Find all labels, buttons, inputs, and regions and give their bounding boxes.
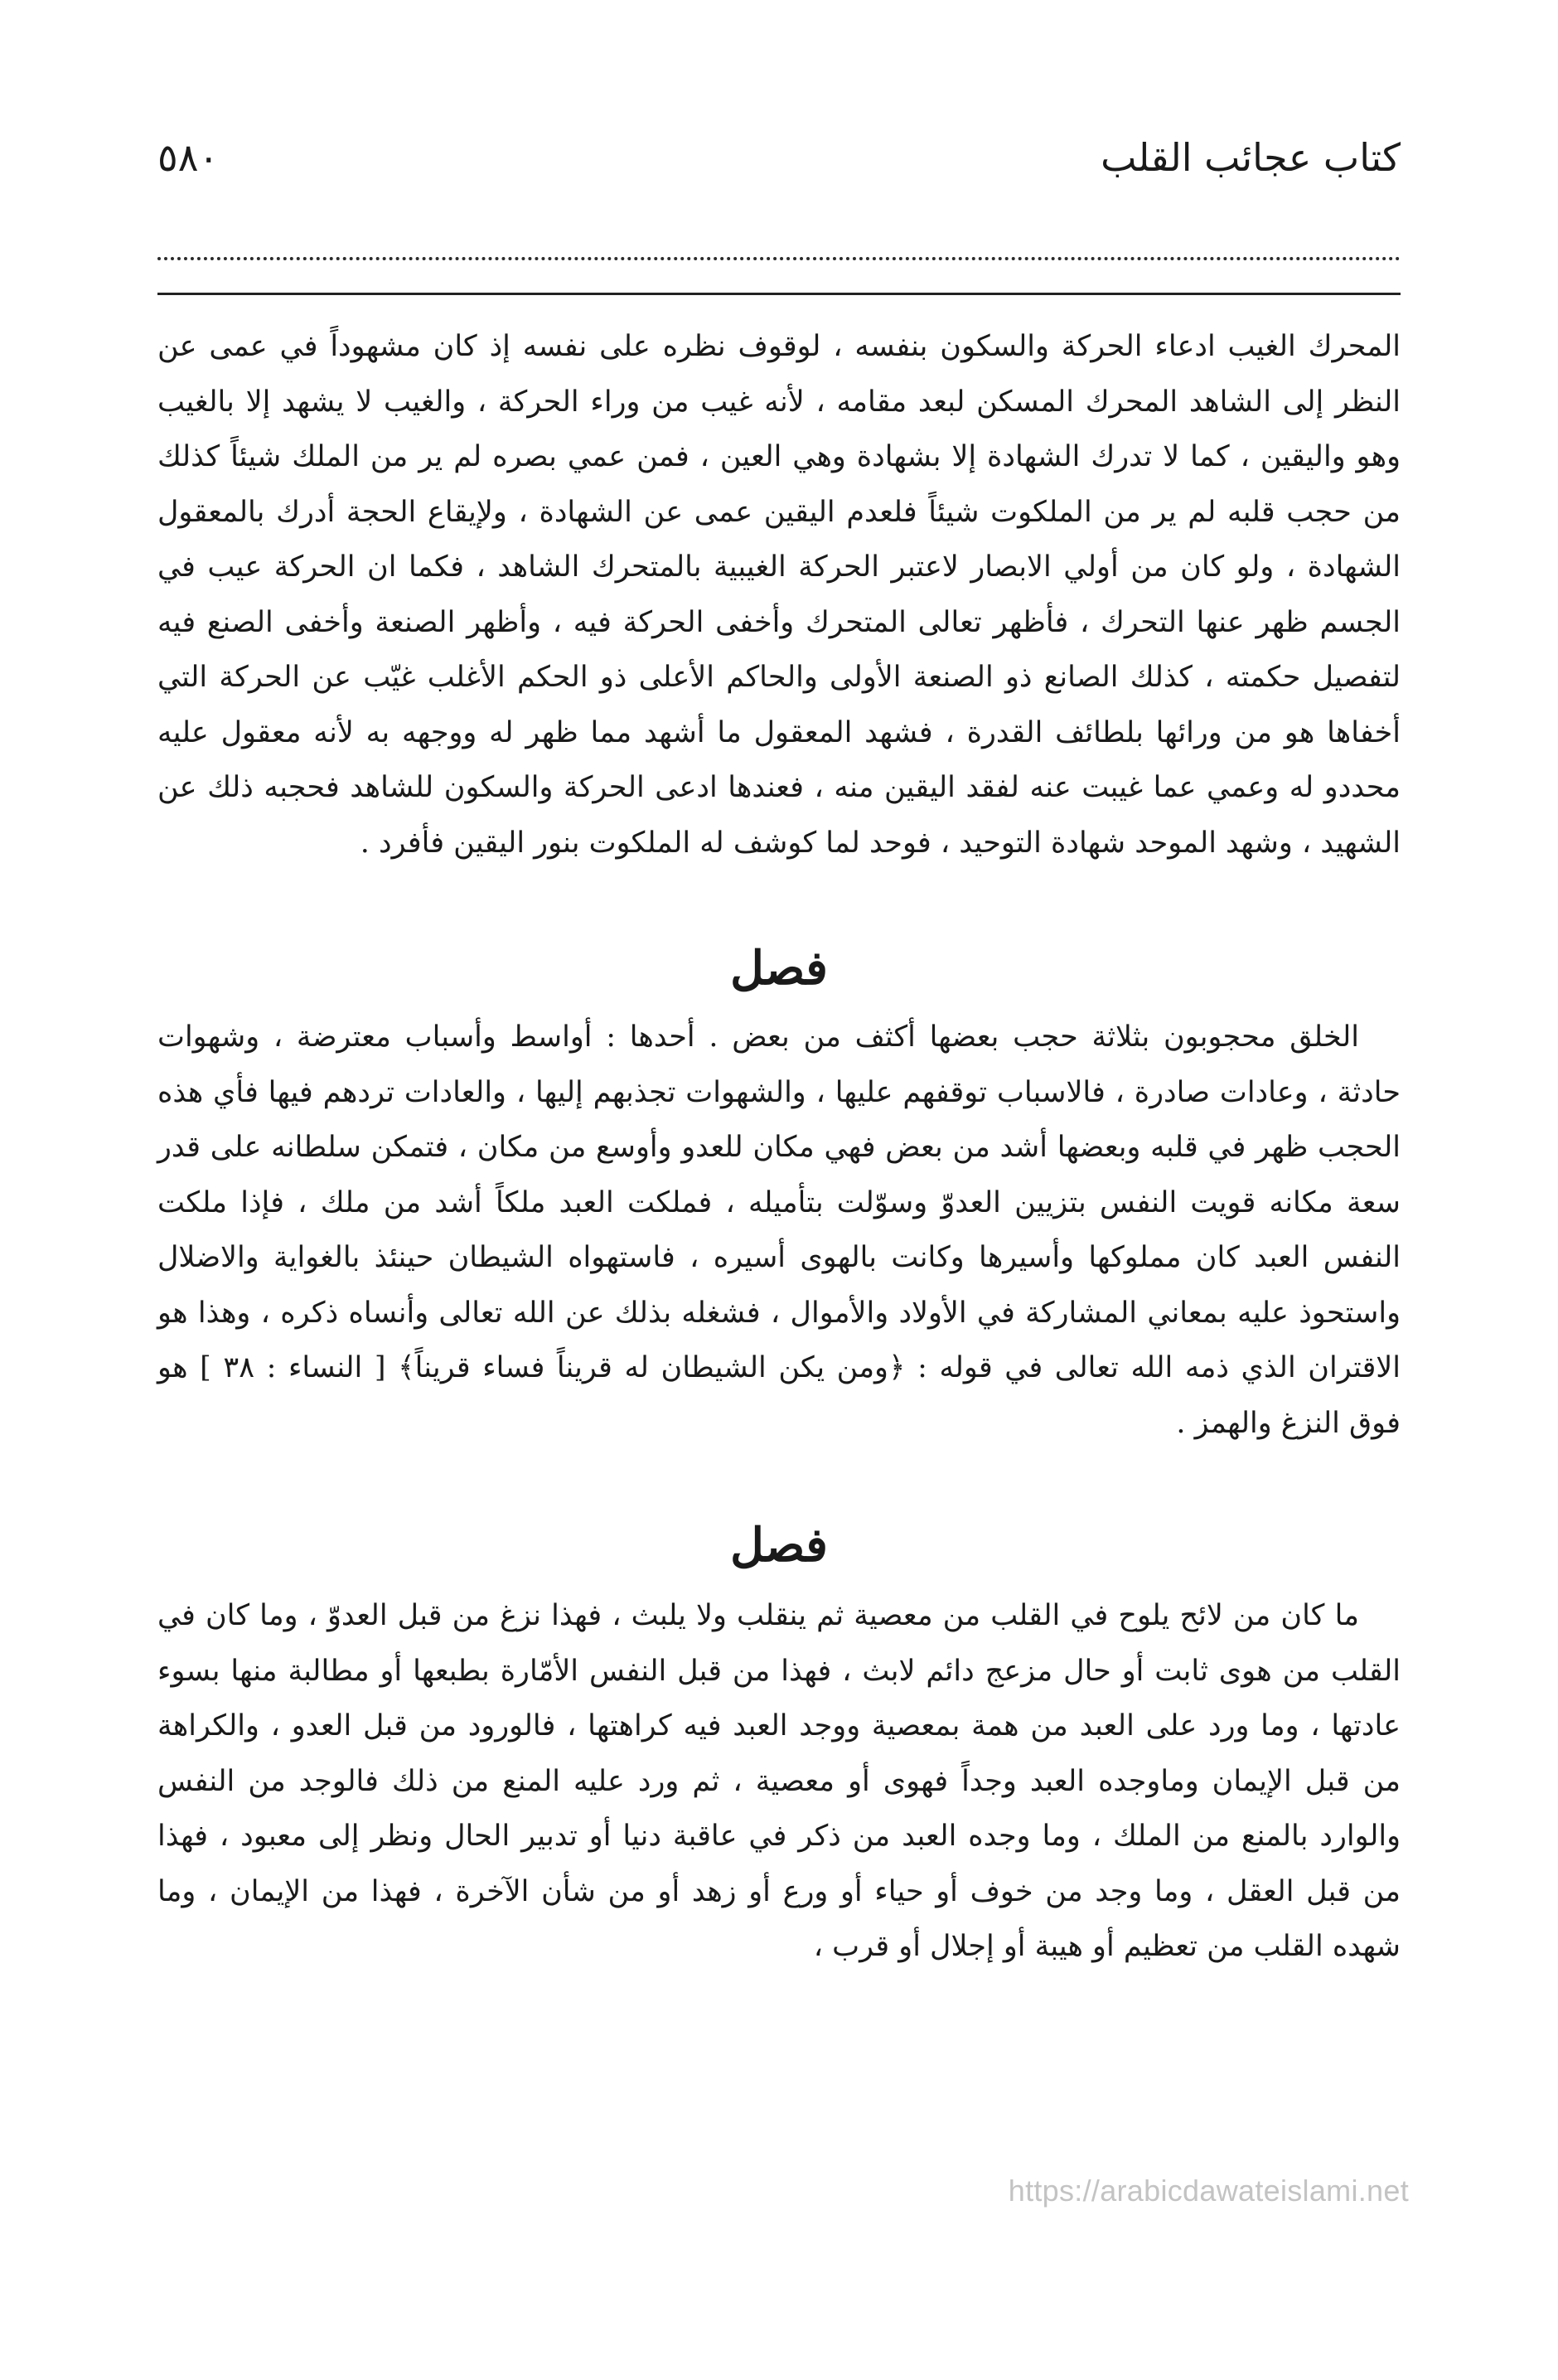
paragraph-2: الخلق محجوبون بثلاثة حجب بعضها أكثف من بعض . أحدها : أواسط وأسباب معترضة ، وشهوات حادثة ، وعادات صادرة ، فالاسباب توقفهم عليها ، والشهوات تجذبهم إليها ، والعادات تردهم فيها فأي هذه الحجب ظهر في قلبه وبعضها أشد من بعض فهي مكان للعدو وأوسع من مكان ، فتمكن سلطانه على قدر سعة مكانه قويت النفس بتزيين العدوّ وسوّلت بتأميله ، فملكت العبد ملكاً أشد من ملك ، فإذا ملكت النفس العبد كان مملوكها وأسيرها وكانت بالهوى أسيره ، فاستهواه الشيطان حينئذ بالغواية والاضلال واستحوذ عليه بمعاني المشاركة في الأولاد والأموال ، فشغله بذلك عن الله تعالى وأنساه ذكره ، وهذا هو الاقتران الذي ذمه الله تعالى في قوله : ﴿ومن يكن الشيطان له قريناً فساء قريناً﴾ [ النساء : ٣٨ ] هو فوق النزغ والهمز . <box>157 1020 1401 1440</box>
dotted-divider <box>157 257 1401 260</box>
watermark-url: https://arabicdawateislami.net <box>1008 2174 1409 2208</box>
running-header <box>157 124 1401 191</box>
section-heading-2: فصل <box>730 1518 828 1573</box>
page-content <box>157 319 1401 1975</box>
paragraph-3: ما كان من لائح يلوح في القلب من معصية ثم ينقلب ولا يلبث ، فهذا نزغ من قبل العدوّ ، وما كان في القلب من هوى ثابت أو حال مزعج دائم لابث ، فهذا من قبل النفس الأمّارة بطبعها أو مطالبة منها بسوء عادتها ، وما ورد على العبد من همة بمعصية ووجد العبد فيه كراهتها ، فالورود من قبل العدو ، والكراهة من قبل الإيمان وماوجده العبد وجداً فهوى أو معصية ، ثم ورد عليه المنع من ذلك فالوجد من النفس والوارد بالمنع من الملك ، وما وجده العبد من ذكر في عاقبة دنيا أو تدبير الحال ونظر إلى معبود ، فهذا من قبل العقل ، وما وجد من خوف أو حياء أو ورع أو زهد أو من شأن الآخرة ، فهذا من الإيمان ، وما شهده القلب من تعظيم أو هيبة أو إجلال أو قرب ، <box>157 1599 1401 1963</box>
book-title: كتاب عجائب القلب <box>1101 135 1401 180</box>
header-rule <box>157 293 1401 295</box>
section-heading-1: فصل <box>730 941 828 996</box>
paragraph-1: المحرك الغيب ادعاء الحركة والسكون بنفسه ، لوقوف نظره على نفسه إذ كان مشهوداً في عمى عن النظر إلى الشاهد المحرك المسكن لبعد مقامه ، لأنه غيب من وراء الحركة ، والغيب لا يشهد إلا بالغيب وهو واليقين ، كما لا تدرك الشهادة إلا بشهادة وهي العين ، فمن عمي بصره لم ير من الملك شيئاً كذلك من حجب قلبه لم ير من الملكوت شيئاً فلعدم اليقين عمى عن الشهادة ، ولإيقاع الحجة أدرك بالمعقول الشهادة ، ولو كان من أولي الابصار لاعتبر الحركة الغيبية بالمتحرك الشاهد ، فكما ان الحركة عيب في الجسم ظهر عنها التحرك ، فأظهر تعالى المتحرك وأخفى الحركة فيه ، وأظهر الصنعة وأخفى الصنع فيه لتفصيل حكمته ، كذلك الصانع ذو الصنعة الأولى والحاكم الأعلى ذو الحكم الأغلب غيّب عن الحركة التي أخفاها هو من ورائها بلطائف القدرة ، فشهد المعقول ما أشهد مما ظهر له ووجهه به لأنه معقول عليه محددو له وعمي عما غيبت عنه لفقد اليقين منه ، فعندها ادعى الحركة والسكون للشاهد فحجبه ذلك عن الشهيد ، وشهد الموحد شهادة التوحيد ، فوحد لما كوشف له الملكوت بنور اليقين فأفرد . <box>157 330 1401 860</box>
page-number: ٥٨٠ <box>157 135 220 180</box>
